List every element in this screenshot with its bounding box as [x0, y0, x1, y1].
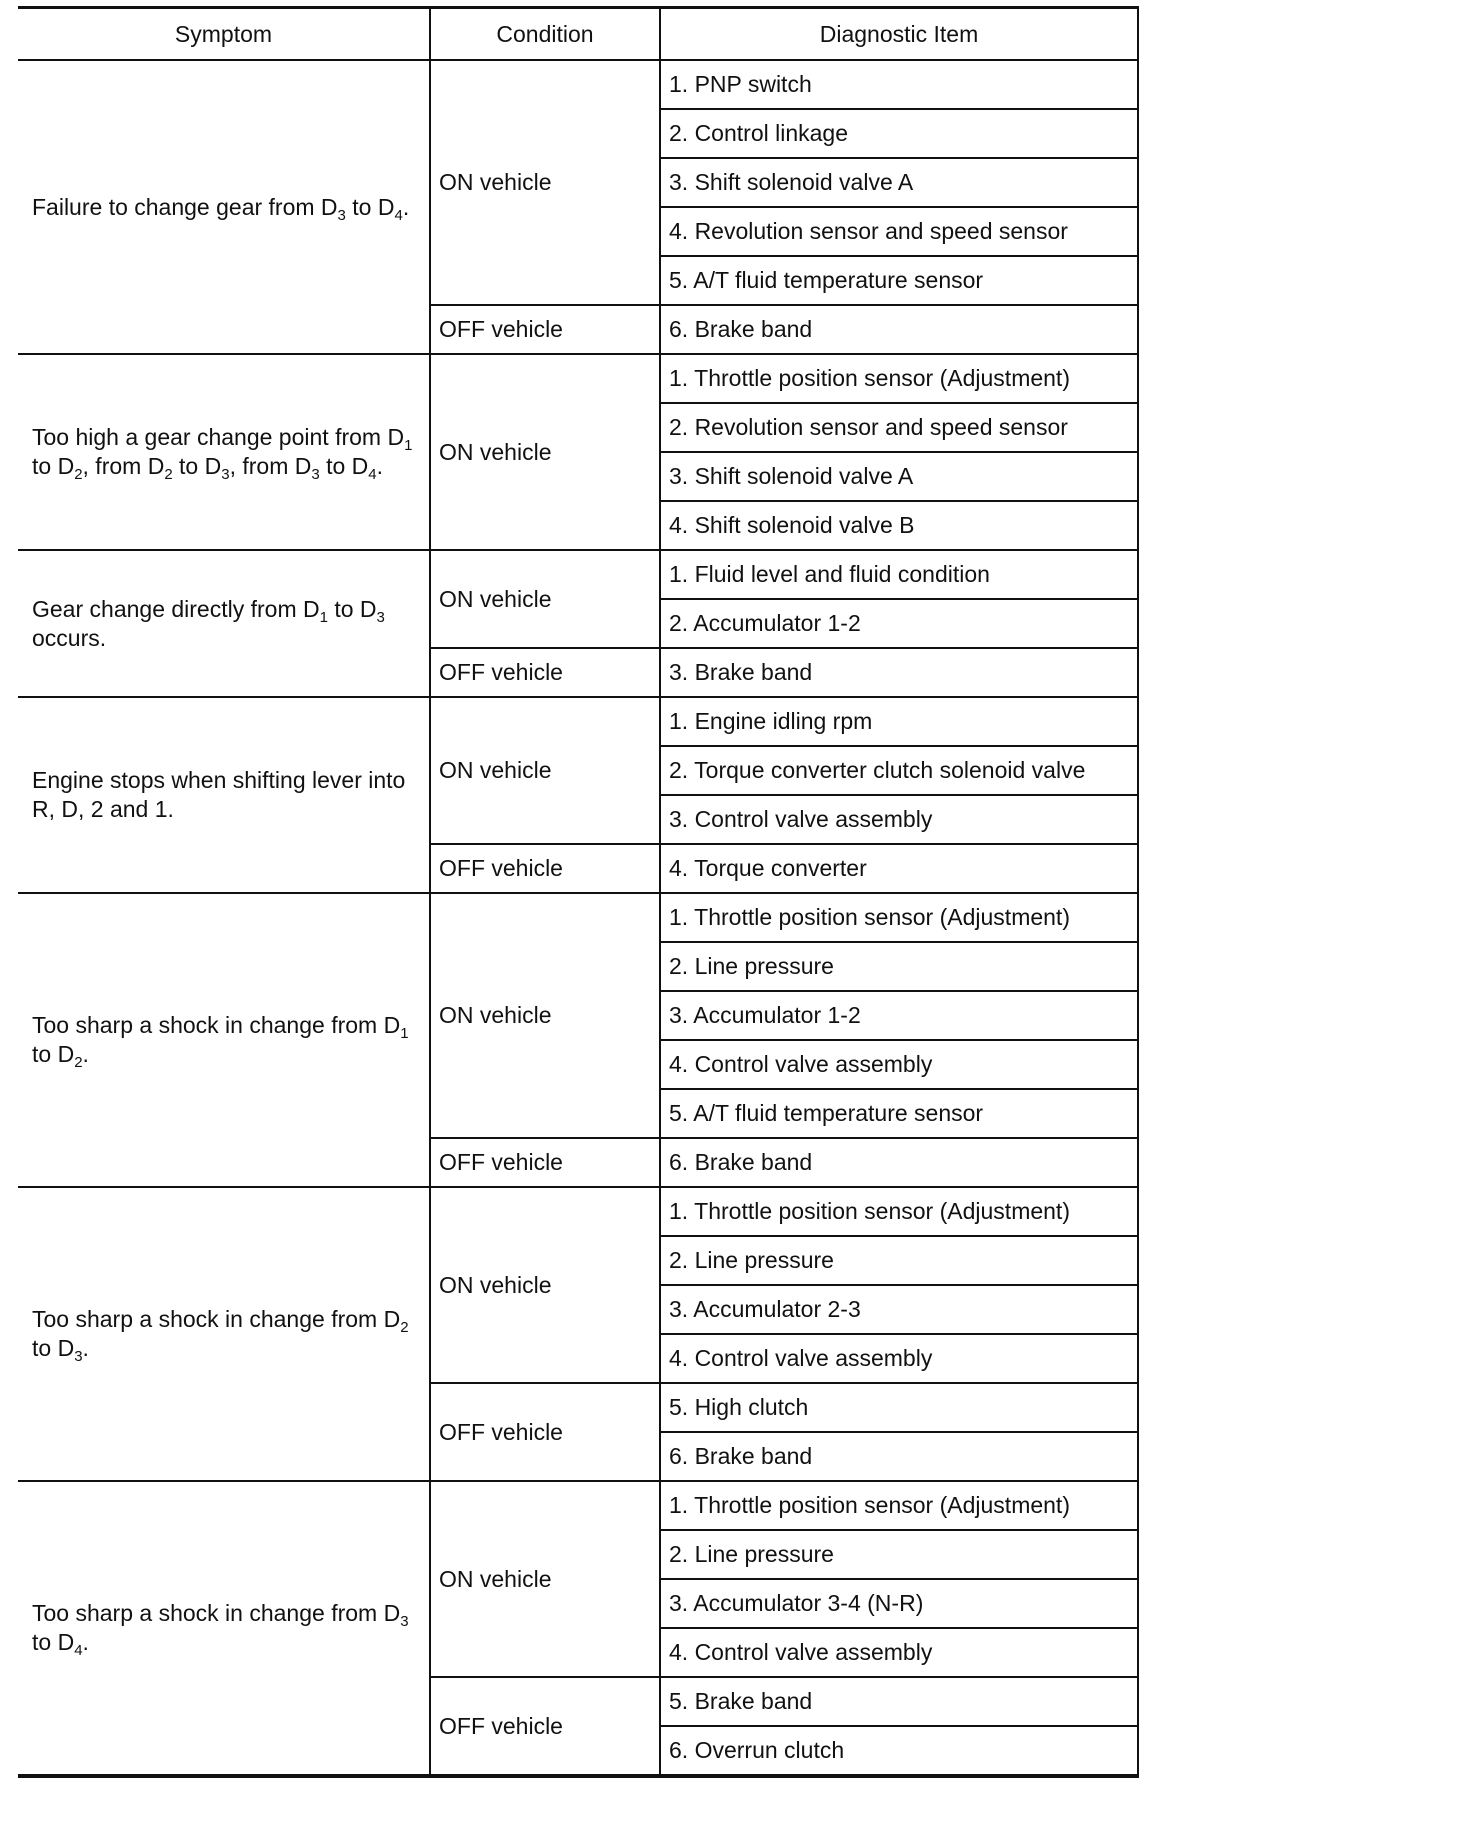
- diagnostic-item-cell: 2. Line pressure: [660, 942, 1138, 991]
- header-symptom: Symptom: [18, 8, 430, 61]
- symptom-cell: Too high a gear change point from $D_1$ to $D_2$, from $D_2$ to $D_3$, from $D_3$ to $D_4$.: [18, 354, 430, 550]
- diagnostic-item-cell: 6. Brake band: [660, 305, 1138, 354]
- diagnostic-item-cell: 3. Accumulator 2-3: [660, 1285, 1138, 1334]
- diagnostic-item-cell: 3. Accumulator 1-2: [660, 991, 1138, 1040]
- diagnostic-item-cell: 4. Shift solenoid valve B: [660, 501, 1138, 550]
- diagnostic-item-cell: 3. Accumulator 3-4 (N-R): [660, 1579, 1138, 1628]
- condition-cell: ON vehicle: [430, 1481, 660, 1677]
- diagnostic-item-cell: 1. Engine idling rpm: [660, 697, 1138, 746]
- condition-cell: OFF vehicle: [430, 1383, 660, 1481]
- diagnostic-item-cell: 6. Overrun clutch: [660, 1726, 1138, 1776]
- symptom-cell: Engine stops when shifting lever into R, D, 2 and 1.: [18, 697, 430, 893]
- table-row: [18, 893, 1138, 942]
- diagnostic-item-cell: 6. Brake band: [660, 1138, 1138, 1187]
- symptom-cell: Too sharp a shock in change from $D_3$ to $D_4$.: [18, 1481, 430, 1776]
- diagnostic-item-cell: 2. Control linkage: [660, 109, 1138, 158]
- diagnostic-item-cell: 4. Torque converter: [660, 844, 1138, 893]
- diagnostic-item-cell: 3. Shift solenoid valve A: [660, 158, 1138, 207]
- table-row: [18, 354, 1138, 403]
- diagnostic-item-cell: 1. Throttle position sensor (Adjustment): [660, 354, 1138, 403]
- diagnostic-item-cell: 4. Control valve assembly: [660, 1040, 1138, 1089]
- diagnostic-item-cell: 5. A/T fluid temperature sensor: [660, 256, 1138, 305]
- condition-cell: OFF vehicle: [430, 648, 660, 697]
- diagnostic-item-cell: 5. A/T fluid temperature sensor: [660, 1089, 1138, 1138]
- diagnostic-item-cell: 1. PNP switch: [660, 60, 1138, 109]
- diagnostic-item-cell: 1. Throttle position sensor (Adjustment): [660, 1187, 1138, 1236]
- symptom-cell: Too sharp a shock in change from $D_1$ to $D_2$.: [18, 893, 430, 1187]
- diagnostic-item-cell: 5. High clutch: [660, 1383, 1138, 1432]
- diagnostic-item-cell: 3. Shift solenoid valve A: [660, 452, 1138, 501]
- diagnostic-table: [18, 6, 1139, 1778]
- diagnostic-item-cell: 6. Brake band: [660, 1432, 1138, 1481]
- condition-cell: ON vehicle: [430, 697, 660, 844]
- header-row: [18, 8, 1138, 61]
- condition-cell: ON vehicle: [430, 60, 660, 305]
- diagnostic-item-cell: 2. Accumulator 1-2: [660, 599, 1138, 648]
- diagnostic-item-cell: 4. Revolution sensor and speed sensor: [660, 207, 1138, 256]
- table-row: [18, 697, 1138, 746]
- diagnostic-item-cell: 1. Throttle position sensor (Adjustment): [660, 893, 1138, 942]
- symptom-cell: Failure to change gear from $D_3$ to $D_4$.: [18, 60, 430, 354]
- condition-cell: ON vehicle: [430, 354, 660, 550]
- header-condition: Condition: [430, 8, 660, 61]
- diagnostic-item-cell: 2. Revolution sensor and speed sensor: [660, 403, 1138, 452]
- condition-cell: OFF vehicle: [430, 305, 660, 354]
- header-diagnostic-item: Diagnostic Item: [660, 8, 1138, 61]
- diagnostic-item-cell: 3. Control valve assembly: [660, 795, 1138, 844]
- table-row: [18, 1187, 1138, 1236]
- condition-cell: ON vehicle: [430, 1187, 660, 1383]
- table-row: [18, 60, 1138, 109]
- table-body: [18, 60, 1138, 1776]
- diagnostic-item-cell: 2. Line pressure: [660, 1236, 1138, 1285]
- diagnostic-item-cell: 1. Fluid level and fluid condition: [660, 550, 1138, 599]
- condition-cell: OFF vehicle: [430, 1138, 660, 1187]
- condition-cell: ON vehicle: [430, 550, 660, 648]
- symptom-cell: Too sharp a shock in change from $D_2$ to $D_3$.: [18, 1187, 430, 1481]
- diagnostic-item-cell: 2. Torque converter clutch solenoid valve: [660, 746, 1138, 795]
- diagnostic-item-cell: 4. Control valve assembly: [660, 1334, 1138, 1383]
- diagnostic-item-cell: 4. Control valve assembly: [660, 1628, 1138, 1677]
- condition-cell: OFF vehicle: [430, 1677, 660, 1776]
- condition-cell: OFF vehicle: [430, 844, 660, 893]
- diagnostic-item-cell: 3. Brake band: [660, 648, 1138, 697]
- table-row: [18, 550, 1138, 599]
- table-row: [18, 1481, 1138, 1530]
- diagnostic-item-cell: 5. Brake band: [660, 1677, 1138, 1726]
- condition-cell: ON vehicle: [430, 893, 660, 1138]
- diagnostic-item-cell: 1. Throttle position sensor (Adjustment): [660, 1481, 1138, 1530]
- diagnostic-item-cell: 2. Line pressure: [660, 1530, 1138, 1579]
- symptom-cell: Gear change directly from $D_1$ to $D_3$ occurs.: [18, 550, 430, 697]
